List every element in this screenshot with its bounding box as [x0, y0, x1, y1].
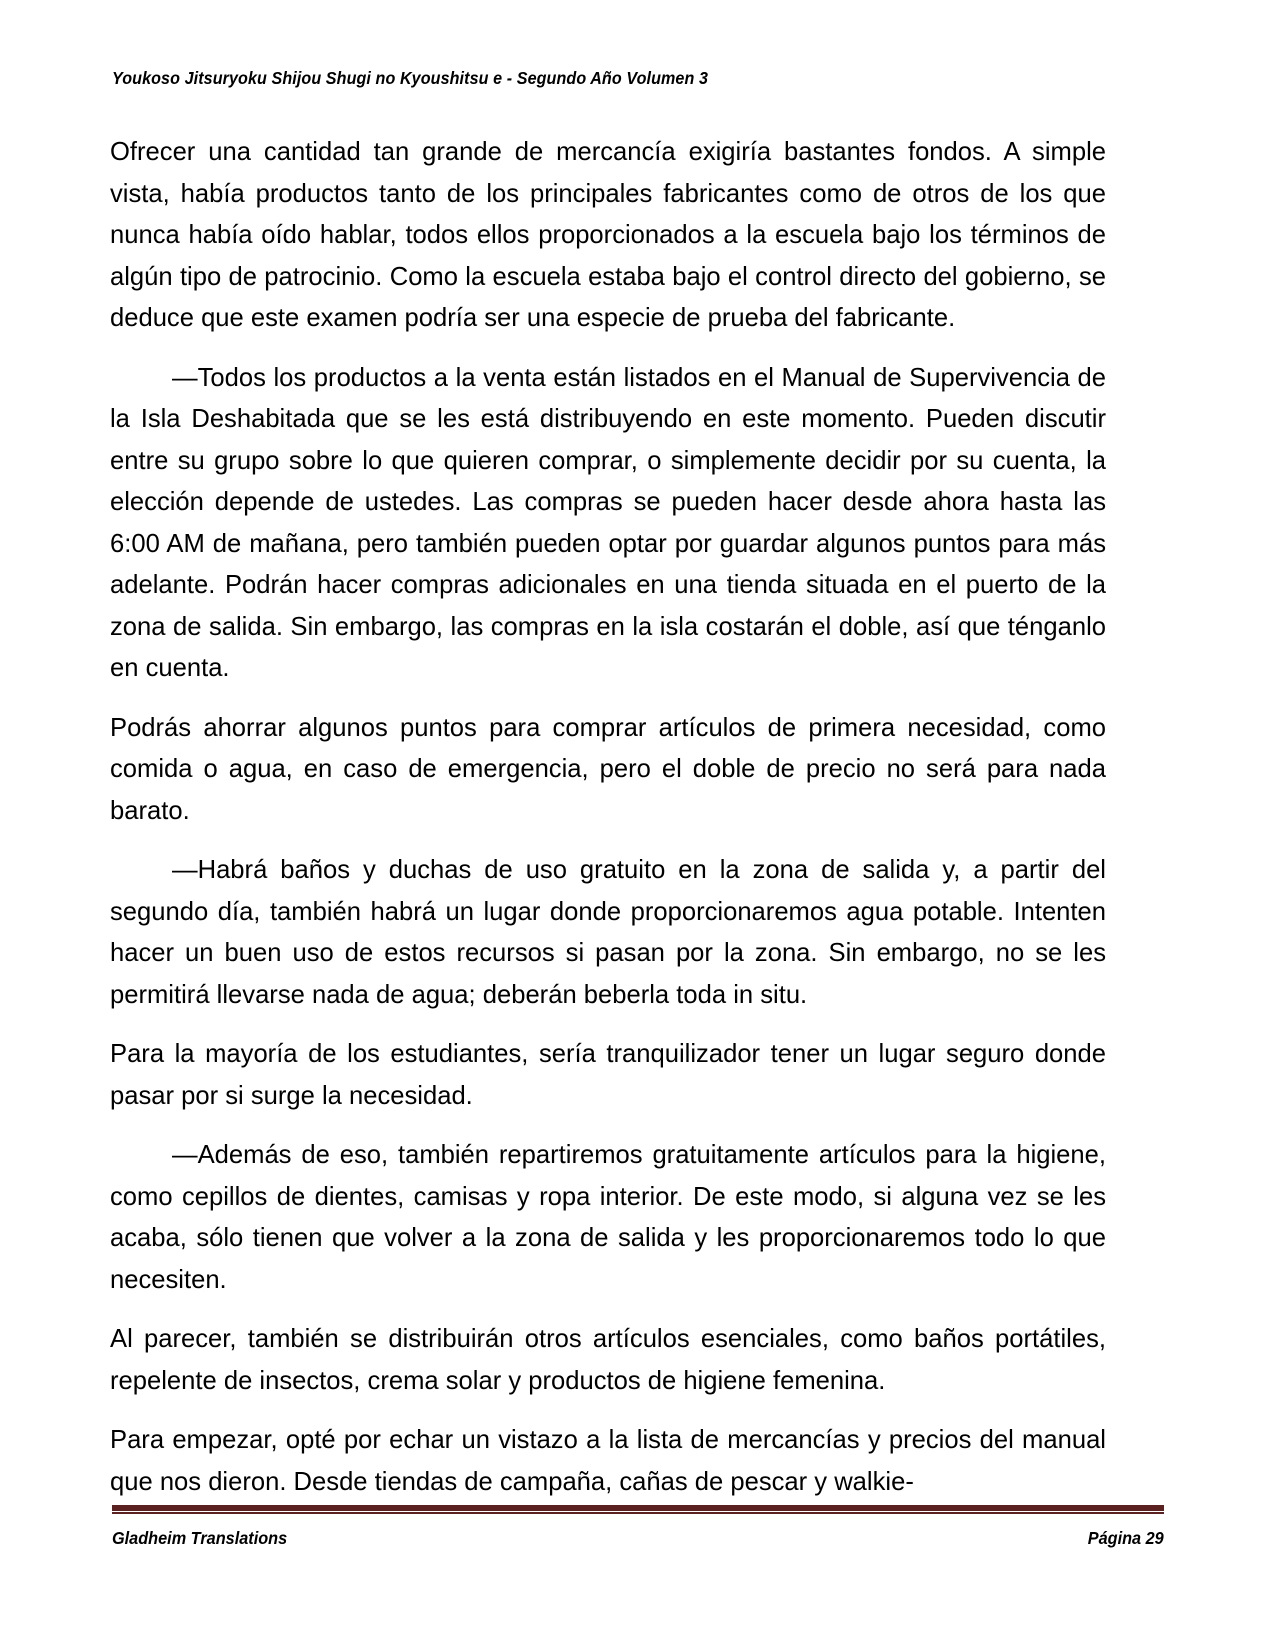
body-text-container: [110, 132, 1106, 1503]
paragraph-6: —Además de eso, también repartiremos gratuitamente artículos para la higiene, como cepillos de dientes, camisas y ropa interior. De este modo, si alguna vez se les acaba, sólo tienen que volver a la zona de salida y les proporcionaremos todo lo que necesiten.: [110, 1141, 1106, 1294]
paragraph-7: Al parecer, también se distribuirán otros artículos esenciales, como baños portátiles, repelente de insectos, crema solar y productos de higiene femenina.: [110, 1325, 1106, 1395]
footer-rule-thin: [112, 1512, 1164, 1514]
page-footer: [112, 1528, 1164, 1549]
paragraph-3: Podrás ahorrar algunos puntos para comprar artículos de primera necesidad, como comida o agua, en caso de emergencia, pero el doble de precio no será para nada barato.: [110, 713, 1106, 825]
paragraph-2: —Todos los productos a la venta están listados en el Manual de Supervivencia de la Isla Deshabitada que se les está distribuyendo en este momento. Pueden discutir entre su grupo sobre lo que quieren comprar, o simplemente decidir por su cuenta, la elección depende de ustedes. Las compras se pueden hacer desde ahora hasta las 6:00 AM de mañana, pero también pueden optar por guardar algunos puntos para más adelante. Podrán hacer compras adicionales en una tienda situada en el puerto de la zona de salida. Sin embargo, las compras en la isla costarán el doble, así que ténganlo en cuenta.: [110, 363, 1106, 682]
paragraph-4: —Habrá baños y duchas de uso gratuito en la zona de salida y, a partir del segundo día, también habrá un lugar donde proporcionaremos agua potable. Intenten hacer un buen uso de estos recursos si pasan por la zona. Sin embargo, no se les permitirá llevarse nada de agua; deberán beberla toda in situ.: [110, 856, 1106, 1009]
footer-rule-thick: [112, 1505, 1164, 1511]
footer-translation-credit: Gladheim Translations: [112, 1528, 288, 1548]
page-header-title: Youkoso Jitsuryoku Shijou Shugi no Kyoushitsu e - Segundo Año Volumen 3: [112, 68, 709, 88]
footer-divider-rule: [112, 1505, 1164, 1514]
paragraph-5: Para la mayoría de los estudiantes, sería tranquilizador tener un lugar seguro donde pasar por si surge la necesidad.: [110, 1040, 1106, 1110]
paragraph-1: Ofrecer una cantidad tan grande de mercancía exigiría bastantes fondos. A simple vista, había productos tanto de los principales fabricantes como de otros de los que nunca había oído hablar, todos ellos proporcionados a la escuela bajo los términos de algún tipo de patrocinio. Como la escuela estaba bajo el control directo del gobierno, se deduce que este examen podría ser una especie de prueba del fabricante.: [110, 138, 1106, 332]
paragraph-8: Para empezar, opté por echar un vistazo a la lista de mercancías y precios del manual que nos dieron. Desde tiendas de campaña, cañas de pescar y walkie-: [110, 1426, 1106, 1496]
footer-page-number: Página 29: [1088, 1528, 1164, 1548]
